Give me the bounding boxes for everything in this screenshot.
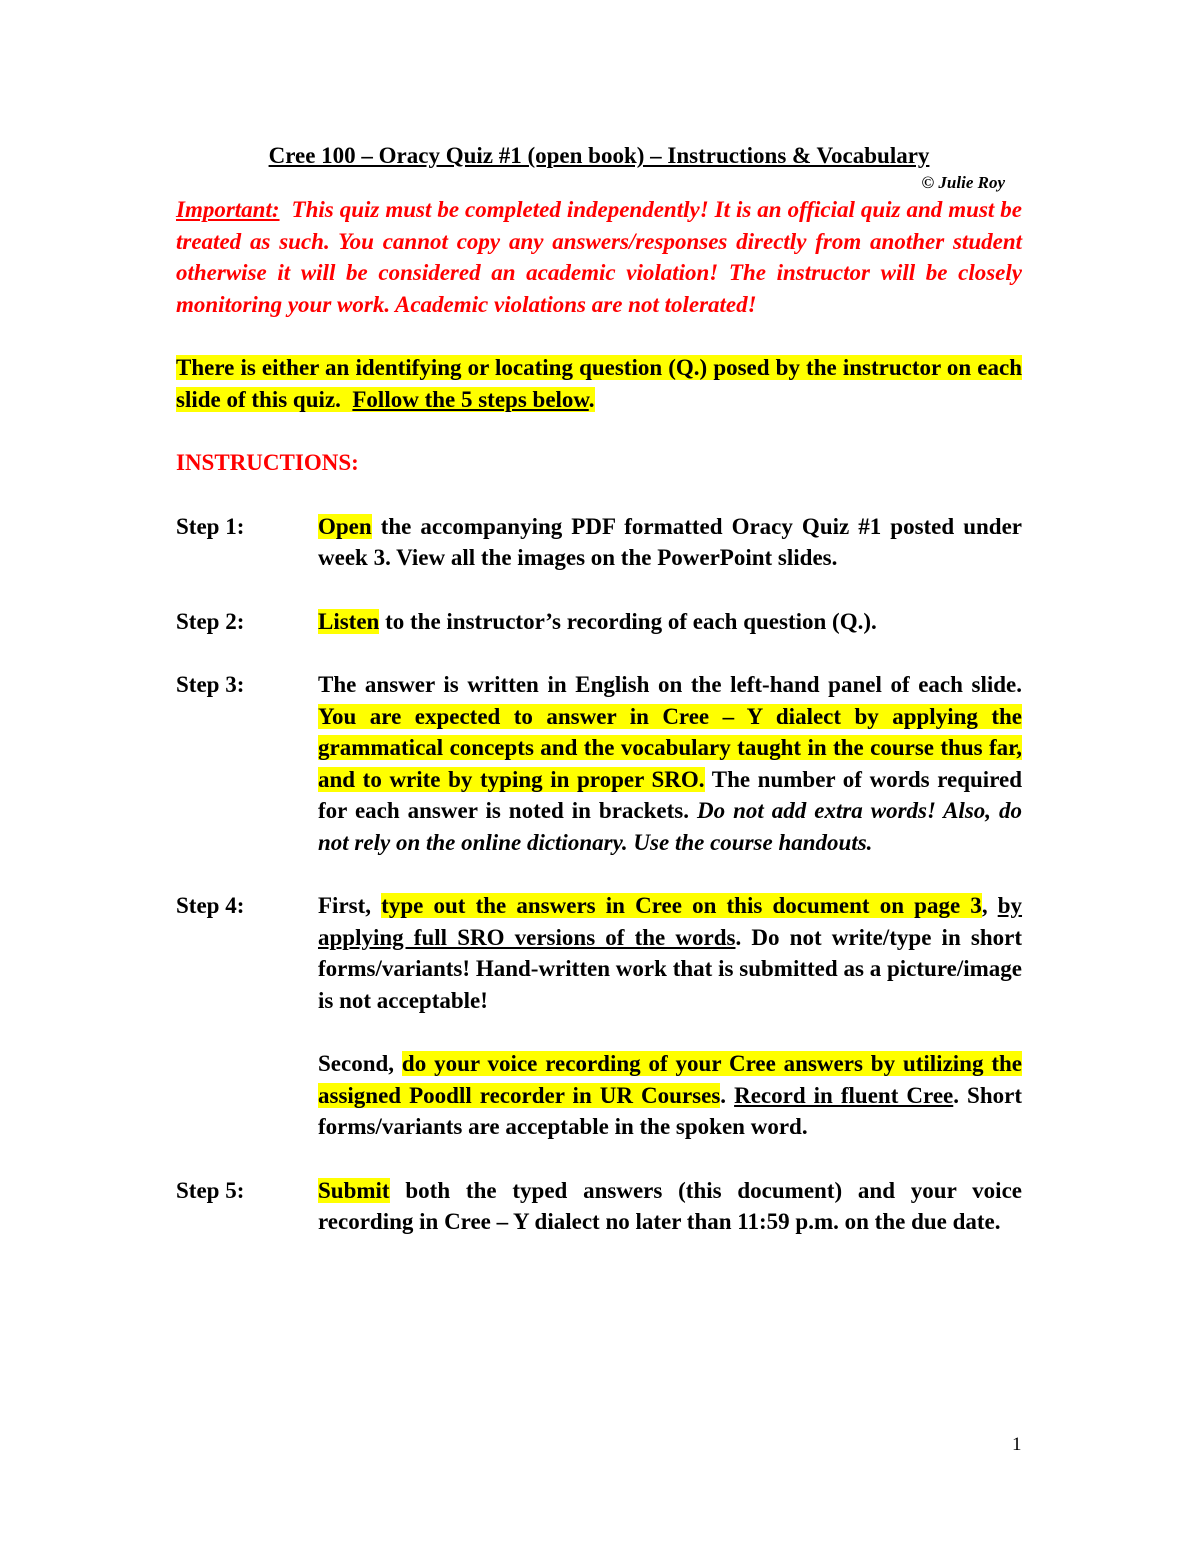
- step-3-italic-note: Do not add extra words! Also, do not rely on the online dictionary. Use the course handouts.: [318, 798, 1023, 855]
- copyright-notice: © Julie Roy: [921, 173, 1005, 192]
- step-3-highlight: You are expected to answer in Cree – Y dialect by applying the grammatical concepts and the vocabulary taught in the course thus far, and to write by typing in proper SRO.: [318, 703, 1022, 792]
- step-body: [318, 1175, 1022, 1238]
- step-4-dot: .: [720, 1082, 727, 1108]
- step-4-text-1: . Do not write/type in short forms/variants! Hand-written work that is submitted as a picture/image is not acceptable!: [318, 924, 1023, 1013]
- important-label: Important:: [176, 197, 280, 222]
- step-4-text-2: . Short forms/variants are acceptable in the spoken word.: [318, 1082, 1022, 1139]
- step-3-text-b: The number of words required for each answer is noted in brackets.: [318, 766, 1022, 823]
- step-4-first: First,: [318, 893, 372, 918]
- step-label: Step 5:: [176, 1177, 245, 1203]
- step-body: [318, 669, 1022, 858]
- step-5: [176, 1175, 1022, 1238]
- page-title: Cree 100 – Oracy Quiz #1 (open book) – Instructions & Vocabulary: [268, 143, 930, 168]
- step-label: Step 1:: [176, 513, 245, 539]
- step-body: [318, 511, 1022, 574]
- step-1-text: the accompanying PDF formatted Oracy Quiz #1 posted under week 3. View all the images on the PowerPoint slides.: [318, 513, 1023, 570]
- intro-text: There is either an identifying or locating question (Q.) posed by the instructor on each slide of this quiz.: [176, 355, 1022, 412]
- step-4-highlight-1: type out the answers in Cree on this document on page 3: [381, 893, 982, 918]
- step-3-text-a: The answer is written in English on the left-hand panel of each slide.: [318, 672, 1022, 697]
- step-2-highlight: Listen: [318, 608, 380, 634]
- step-label: Step 4:: [176, 893, 245, 918]
- important-notice: [176, 194, 1022, 320]
- document-page: [176, 140, 1022, 1238]
- intro-end: .: [588, 386, 595, 412]
- step-4: [176, 890, 1022, 1143]
- intro-highlight: [176, 355, 1022, 412]
- step-2-text: to the instructor’s recording of each question (Q.).: [385, 608, 877, 634]
- step-4-underline-2: Record in fluent Cree: [734, 1082, 954, 1108]
- step-5-text: both the typed answers (this document) and your voice recording in Cree – Y dialect no later than 11:59 p.m. on the due date.: [318, 1177, 1022, 1234]
- page-number: 1: [1012, 1434, 1022, 1455]
- step-body: [318, 890, 1022, 1143]
- step-3: [176, 669, 1022, 858]
- step-label: Step 2:: [176, 608, 245, 634]
- step-5-highlight: Submit: [318, 1177, 390, 1203]
- step-1-highlight: Open: [318, 513, 372, 539]
- step-4-second: Second,: [318, 1051, 395, 1076]
- intro-steps-link: Follow the 5 steps below: [352, 386, 589, 412]
- step-4-highlight-2: do your voice recording of your Cree answers by utilizing the assigned Poodll recorder in UR Courses: [318, 1051, 1022, 1108]
- step-body: [318, 606, 1022, 638]
- step-2: [176, 606, 1022, 638]
- intro-paragraph: [176, 352, 1022, 415]
- step-4-underline-1: by applying full SRO versions of the words: [318, 893, 1023, 950]
- important-text: This quiz must be completed independently! It is an official quiz and must be treated as such. You cannot copy any answers/responses directly from another student otherwise it will be considered an academic violation! The instructor will be closely monitoring your work. Academic violations are not tolerated!: [176, 197, 1022, 317]
- step-4-comma: ,: [981, 893, 988, 918]
- step-label: Step 3:: [176, 672, 245, 697]
- step-1: [176, 511, 1022, 574]
- instructions-heading: INSTRUCTIONS:: [176, 450, 359, 475]
